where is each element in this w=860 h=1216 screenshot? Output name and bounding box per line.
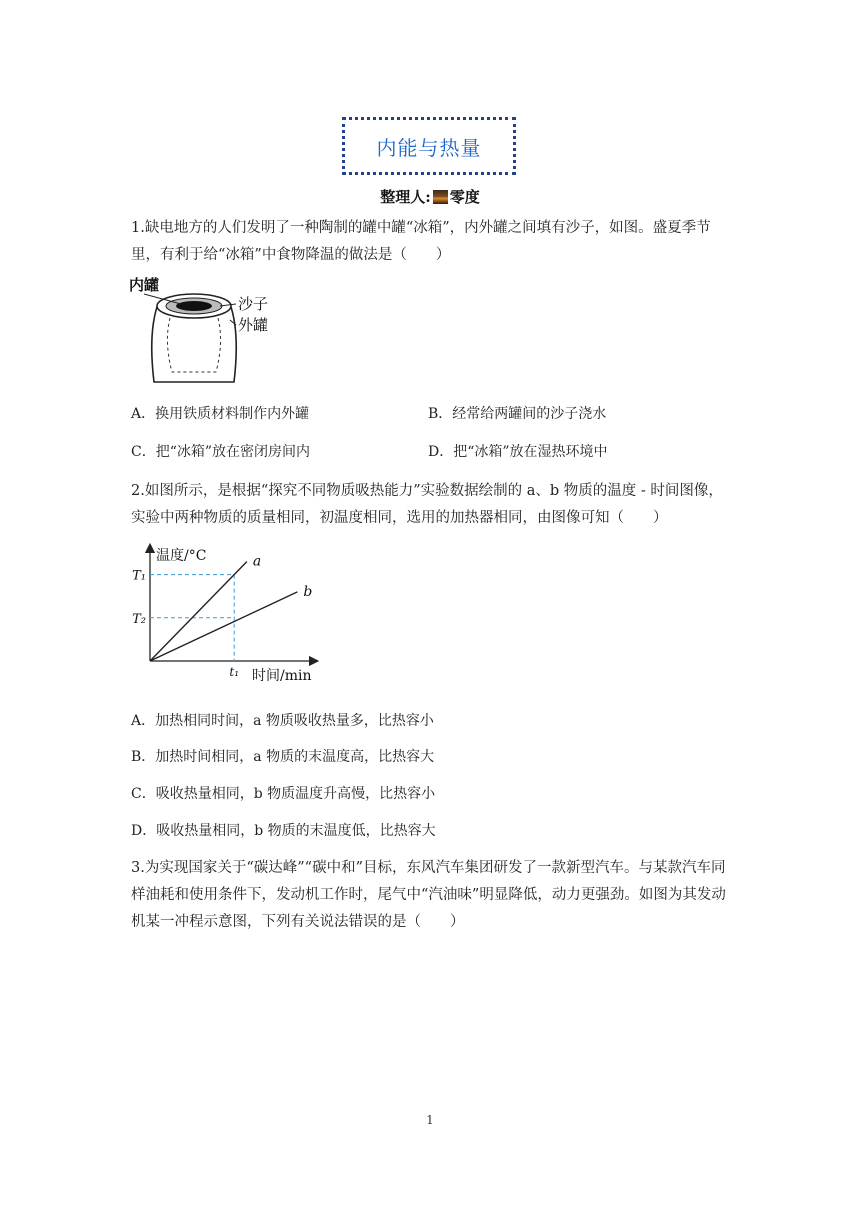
y-tick-T1: T₁ [132, 568, 146, 584]
inner-jar-opening [176, 301, 212, 311]
author-name: 零度 [449, 188, 480, 206]
q1-option-b: B．经常给两罐间的沙子浇水 [428, 406, 607, 422]
q2-option-a: A．加热相同时间，a 物质吸收热量多，比热容小 [131, 713, 434, 729]
author-label: 整理人: [380, 188, 431, 206]
title-box [342, 117, 516, 175]
label-inner-jar: 内罐 [129, 276, 160, 294]
author-line [0, 186, 860, 207]
page-title: 内能与热量 [376, 135, 482, 160]
label-outer-jar: 外罐 [238, 316, 269, 334]
question-2-text: 2.如图所示，是根据“探究不同物质吸热能力”实验数据绘制的 a、b 物质的温度 - 时间图像，实验中两种物质的质量相同，初温度相同，选用的加热器相同，由图像可知（ ） [131, 483, 723, 526]
label-sand: 沙子 [238, 295, 269, 313]
y-axis-label: 温度/°C [156, 548, 207, 564]
q2-option-d: D．吸收热量相同，b 物质的末温度低，比热容大 [131, 823, 436, 839]
q2-option-b: B．加热时间相同，a 物质的末温度高，比热容大 [131, 749, 435, 765]
y-tick-T2: T₂ [132, 611, 146, 627]
page-number: 1 [426, 1113, 434, 1127]
x-axis-label: 时间/min [252, 668, 312, 684]
x-tick-t1: t₁ [229, 665, 240, 679]
series-label-b: b [303, 583, 313, 600]
series-line-a [150, 562, 247, 661]
series-line-b [150, 592, 297, 661]
series-label-a: a [252, 553, 262, 570]
q2-option-c: C．吸收热量相同，b 物质温度升高慢，比热容小 [131, 786, 436, 802]
question-1-text: 1.缺电地方的人们发明了一种陶制的罐中罐“冰箱”，内外罐之间填有沙子，如图。盛夏季节里，有利于给“冰箱”中食物降温的做法是（ ） [131, 220, 711, 263]
author-avatar-icon [433, 190, 448, 204]
question-3-text: 3.为实现国家关于“碳达峰”“碳中和”目标，东风汽车集团研发了一款新型汽车。与某款汽车同样油耗和使用条件下，发动机工作时，尾气中“汽油味”明显降低，动力更强劲。如图为其发动机某一冲程示意图，下列有关说法错误的是（ ） [131, 860, 726, 930]
q1-option-d: D．把“冰箱”放在湿热环境中 [428, 444, 608, 460]
q1-option-a: A．换用铁质材料制作内外罐 [131, 406, 310, 422]
jar-figure [126, 272, 286, 392]
q1-option-c: C．把“冰箱”放在密闭房间内 [131, 444, 311, 460]
temperature-time-chart [128, 540, 328, 690]
